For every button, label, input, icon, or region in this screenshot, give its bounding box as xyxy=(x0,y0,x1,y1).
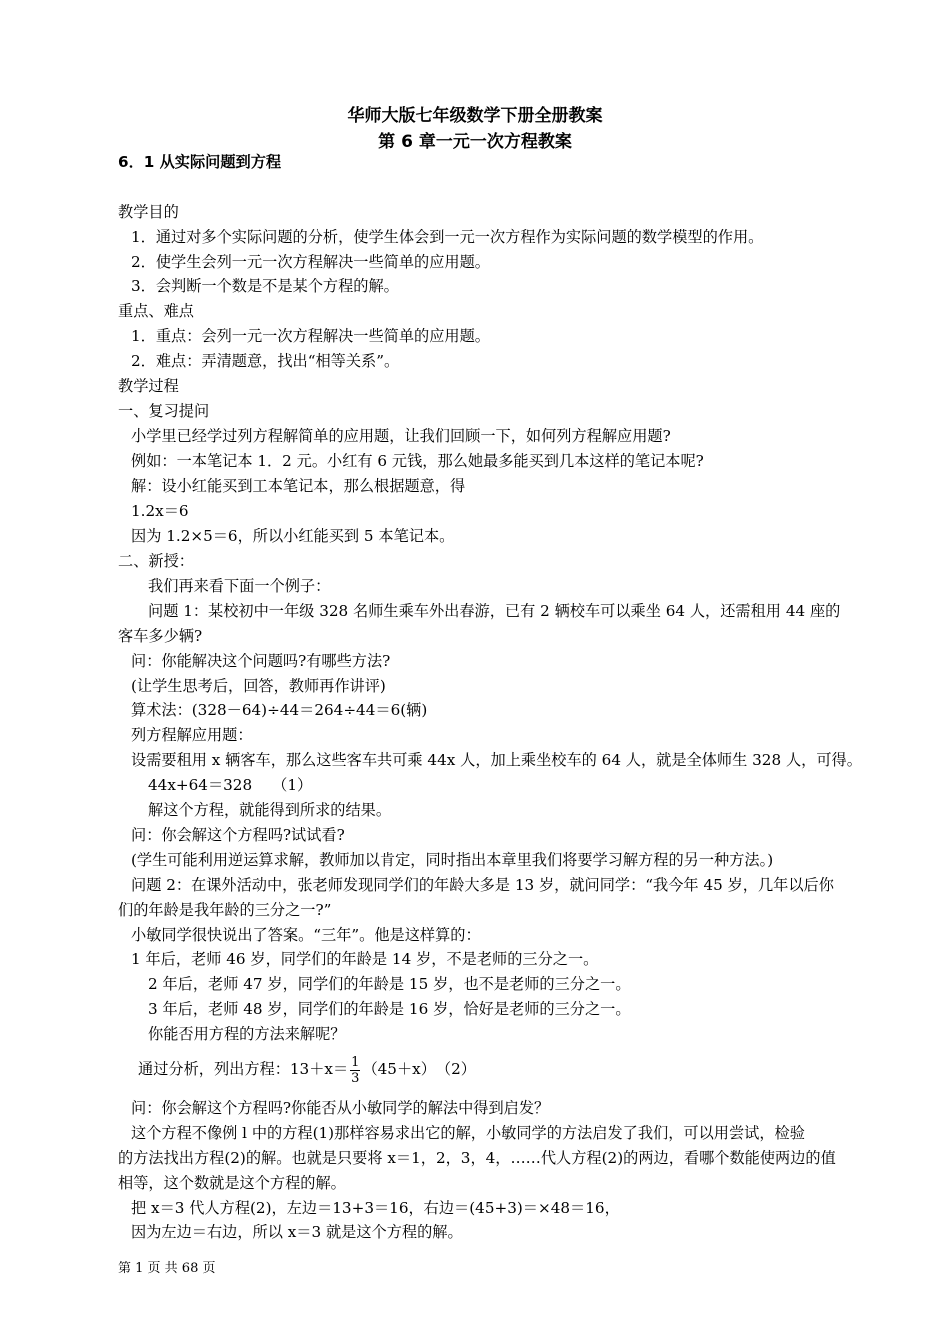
equation-1: 44x+64＝328 （1） xyxy=(148,776,313,794)
paragraph: 问：你会解这个方程吗?你能否从小敏同学的解法中得到启发？ xyxy=(131,1099,550,1117)
paragraph: 把 x＝3 代人方程(2)，左边＝13+3＝16，右边＝(45+3)＝×48＝16， xyxy=(131,1199,620,1217)
section-heading: 6．1 从实际问题到方程 xyxy=(118,153,282,171)
fraction-one-third xyxy=(350,1055,360,1086)
problem-2-cont: 们的年龄是我年龄的三分之一?” xyxy=(118,901,332,919)
paragraph: 的方法找出方程(2)的解。也就是只要将 x＝1，2，3，4，……代人方程(2)的两边，看哪个数能使两边的值 xyxy=(118,1149,836,1167)
paragraph: 解这个方程，就能得到所求的结果。 xyxy=(148,801,391,819)
paragraph: 因为左边＝右边，所以 x＝3 就是这个方程的解。 xyxy=(131,1223,463,1241)
paragraph: 列方程解应用题： xyxy=(131,726,253,744)
key-point-2: 2．难点：弄清题意，找出“相等关系”。 xyxy=(131,352,400,370)
paragraph: 算术法：(328－64)÷44＝264÷44＝6(辆) xyxy=(131,701,428,719)
equation-2 xyxy=(138,1052,476,1086)
equation-2-suffix: （45＋x） （2） xyxy=(362,1060,476,1078)
paragraph: 问：你能解决这个问题吗?有哪些方法? xyxy=(131,652,391,670)
paragraph: 因为 1.2×5＝6，所以小红能买到 5 本笔记本。 xyxy=(131,527,455,545)
problem-1: 问题 1：某校初中一年级 328 名师生乘车外出春游，已有 2 辆校车可以乘坐 64 人，还需租用 44 座的 xyxy=(148,602,841,620)
document-title: 华师大版七年级数学下册全册教案 xyxy=(347,106,603,126)
heading-key-points: 重点、难点 xyxy=(118,302,194,320)
problem-1-cont: 客车多少辆? xyxy=(118,627,203,645)
paragraph: 小学里已经学过列方程解简单的应用题，让我们回顾一下，如何列方程解应用题? xyxy=(131,427,671,445)
paragraph: 相等，这个数就是这个方程的解。 xyxy=(118,1174,346,1192)
paragraph: 你能否用方程的方法来解呢？ xyxy=(148,1025,346,1043)
fraction-denominator: 3 xyxy=(351,1070,360,1086)
heading-process: 教学过程 xyxy=(118,377,179,395)
paragraph: 解：设小红能买到工本笔记本，那么根据题意，得 xyxy=(131,477,466,495)
problem-2: 问题 2：在课外活动中，张老师发现同学们的年龄大多是 13 岁，就问同学：“我今年 45 岁，几年以后你 xyxy=(131,876,834,894)
paragraph: 例如：一本笔记本 1．2 元。小红有 6 元钱，那么她最多能买到几本这样的笔记本呢? xyxy=(131,452,704,470)
chapter-title: 第 6 章一元一次方程教案 xyxy=(378,132,572,152)
page-footer: 第 1 页 共 68 页 xyxy=(118,1261,216,1276)
key-point-1: 1．重点：会列一元一次方程解决一些简单的应用题。 xyxy=(131,327,490,345)
heading-objectives: 教学目的 xyxy=(118,203,179,221)
paragraph: (学生可能利用逆运算求解，教师加以肯定，同时指出本章里我们将要学习解方程的另一种方法。) xyxy=(131,851,774,869)
paragraph: 设需要租用 x 辆客车，那么这些客车共可乘 44x 人，加上乘坐校车的 64 人，就是全体师生 328 人，可得。 xyxy=(131,751,862,769)
paragraph: 这个方程不像例 l 中的方程(1)那样容易求出它的解，小敏同学的方法启发了我们，可以用尝试，检验 xyxy=(131,1124,805,1142)
fraction-numerator: 1 xyxy=(351,1054,360,1070)
paragraph: 问：你会解这个方程吗?试试看? xyxy=(131,826,345,844)
objective-2: 2．使学生会列一元一次方程解决一些简单的应用题。 xyxy=(131,253,490,271)
paragraph: 我们再来看下面一个例子： xyxy=(148,577,331,595)
equation-2-prefix: 通过分析，列出方程：13＋x＝ xyxy=(138,1060,349,1078)
paragraph: 1 年后，老师 46 岁，同学们的年龄是 14 岁，不是老师的三分之一。 xyxy=(131,950,599,968)
objective-3: 3．会判断一个数是不是某个方程的解。 xyxy=(131,277,399,295)
paragraph: 2 年后，老师 47 岁，同学们的年龄是 15 岁，也不是老师的三分之一。 xyxy=(148,975,631,993)
paragraph: 3 年后，老师 48 岁，同学们的年龄是 16 岁，恰好是老师的三分之一。 xyxy=(148,1000,631,1018)
objective-1: 1．通过对多个实际问题的分析，使学生体会到一元一次方程作为实际问题的数学模型的作用。 xyxy=(131,228,764,246)
equation: 1.2x＝6 xyxy=(131,502,189,520)
paragraph: 小敏同学很快说出了答案。“三年”。他是这样算的： xyxy=(131,926,481,944)
heading-review: 一、复习提问 xyxy=(118,402,210,420)
heading-new-lesson: 二、新授： xyxy=(118,552,194,570)
paragraph: (让学生思考后，回答，教师再作讲评) xyxy=(131,677,386,695)
